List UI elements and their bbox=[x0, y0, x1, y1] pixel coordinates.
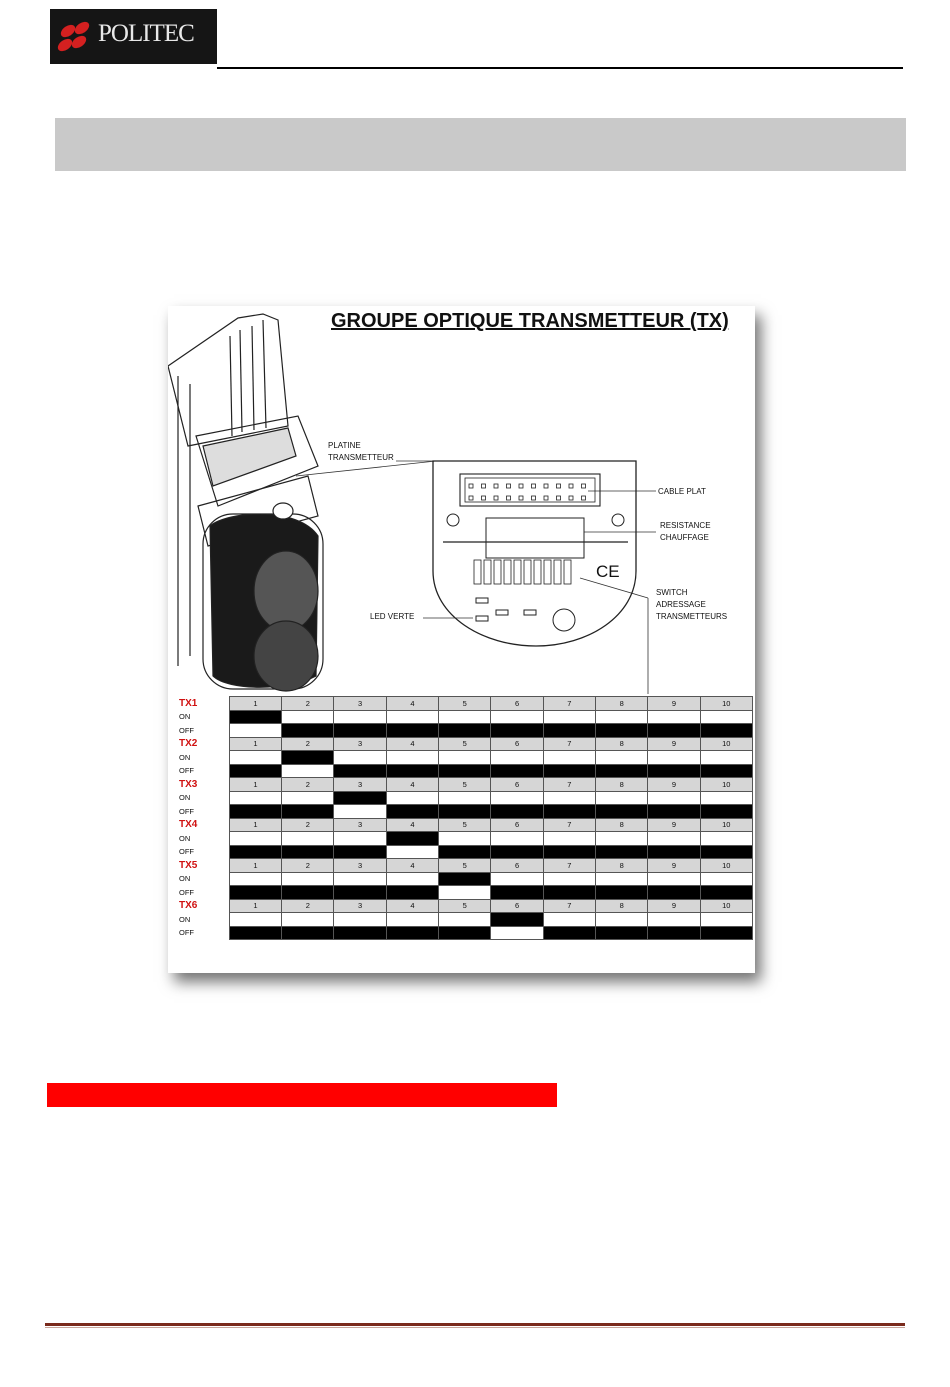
switch-state-cell bbox=[229, 791, 281, 805]
switch-state-cell bbox=[439, 805, 491, 819]
switch-state-cell bbox=[648, 724, 700, 738]
switch-state-cell bbox=[596, 845, 648, 859]
tx-label: TX5 bbox=[179, 859, 198, 871]
connector-pin bbox=[557, 484, 561, 488]
switch-state-cell bbox=[700, 832, 752, 846]
switch-number: 8 bbox=[596, 778, 648, 792]
switch-state-cell bbox=[439, 832, 491, 846]
switch-number: 6 bbox=[491, 859, 543, 873]
switch-state-cell bbox=[596, 886, 648, 900]
switch-number: 9 bbox=[648, 899, 700, 913]
connector-pin bbox=[544, 484, 548, 488]
on-label: ON bbox=[179, 752, 191, 762]
connector-pin bbox=[469, 496, 473, 500]
tx-off-row bbox=[177, 805, 753, 819]
switch-state-cell bbox=[439, 764, 491, 778]
off-label: OFF bbox=[179, 887, 194, 897]
connector-pin bbox=[582, 496, 586, 500]
switch-number: 7 bbox=[543, 899, 595, 913]
connector-pin bbox=[469, 484, 473, 488]
switch-number: 5 bbox=[439, 818, 491, 832]
switch-number: 2 bbox=[282, 778, 334, 792]
switch-number: 6 bbox=[491, 778, 543, 792]
switch-state-cell bbox=[282, 832, 334, 846]
tx-header-row bbox=[177, 737, 753, 751]
switch-number: 8 bbox=[596, 859, 648, 873]
switch-state-cell bbox=[596, 872, 648, 886]
connector-pin bbox=[557, 496, 561, 500]
logo-mark-icon bbox=[50, 9, 98, 64]
switch-number: 1 bbox=[229, 737, 281, 751]
switch-state-cell bbox=[386, 791, 438, 805]
switch-state-cell bbox=[543, 791, 595, 805]
off-label: OFF bbox=[179, 725, 194, 735]
switch-number: 9 bbox=[648, 778, 700, 792]
switch-state-cell bbox=[543, 751, 595, 765]
switch-number: 2 bbox=[282, 737, 334, 751]
switch-number: 7 bbox=[543, 697, 595, 711]
footer-rule-thin bbox=[45, 1327, 905, 1328]
switch-number: 5 bbox=[439, 859, 491, 873]
switch-state-cell bbox=[648, 710, 700, 724]
switch-state-cell bbox=[229, 805, 281, 819]
switch-number: 10 bbox=[700, 697, 752, 711]
switch-state-cell bbox=[648, 751, 700, 765]
header-rule bbox=[217, 67, 903, 69]
tx-on-row bbox=[177, 791, 753, 805]
connector-pin bbox=[582, 484, 586, 488]
switch-number: 10 bbox=[700, 818, 752, 832]
tx-header-row bbox=[177, 778, 753, 792]
switch-state-cell bbox=[386, 764, 438, 778]
switch-state-cell bbox=[334, 791, 386, 805]
switch-state-cell bbox=[334, 926, 386, 940]
dip-switch bbox=[474, 560, 481, 584]
switch-state-cell bbox=[439, 886, 491, 900]
switch-state-cell bbox=[700, 845, 752, 859]
switch-state-cell bbox=[386, 805, 438, 819]
tx-on-row bbox=[177, 913, 753, 927]
politec-logo bbox=[50, 9, 217, 64]
switch-state-cell bbox=[229, 913, 281, 927]
switch-state-cell bbox=[334, 710, 386, 724]
switch-state-cell bbox=[282, 926, 334, 940]
switch-state-cell bbox=[700, 710, 752, 724]
switch-state-cell bbox=[386, 872, 438, 886]
switch-state-cell bbox=[648, 845, 700, 859]
connector-pin bbox=[519, 496, 523, 500]
on-label: ON bbox=[179, 712, 191, 722]
switch-state-cell bbox=[439, 913, 491, 927]
switch-state-cell bbox=[491, 926, 543, 940]
connector-pin bbox=[482, 496, 486, 500]
callout-led-verte: LED VERTE bbox=[370, 612, 415, 621]
switch-state-cell bbox=[700, 805, 752, 819]
dip-switch bbox=[484, 560, 491, 584]
switch-state-cell bbox=[439, 751, 491, 765]
figure-title: GROUPE OPTIQUE TRANSMETTEUR (TX) bbox=[331, 310, 729, 332]
switch-state-cell bbox=[648, 791, 700, 805]
switch-state-cell bbox=[282, 791, 334, 805]
switch-state-cell bbox=[543, 805, 595, 819]
switch-number: 9 bbox=[648, 737, 700, 751]
connector-pin bbox=[569, 496, 573, 500]
connector-pin bbox=[482, 484, 486, 488]
switch-state-cell bbox=[543, 845, 595, 859]
switch-state-cell bbox=[386, 832, 438, 846]
switch-number: 4 bbox=[386, 737, 438, 751]
switch-state-cell bbox=[334, 764, 386, 778]
switch-number: 1 bbox=[229, 859, 281, 873]
switch-state-cell bbox=[596, 764, 648, 778]
connector-pin bbox=[494, 484, 498, 488]
tx-label: TX3 bbox=[179, 778, 198, 790]
switch-state-cell bbox=[229, 886, 281, 900]
switch-address-table bbox=[177, 696, 753, 940]
switch-state-cell bbox=[229, 926, 281, 940]
dip-switch bbox=[554, 560, 561, 584]
switch-state-cell bbox=[282, 872, 334, 886]
switch-state-cell bbox=[334, 845, 386, 859]
switch-number: 7 bbox=[543, 778, 595, 792]
tx-header-row bbox=[177, 899, 753, 913]
off-label: OFF bbox=[179, 928, 194, 938]
connector-pin bbox=[544, 496, 548, 500]
switch-state-cell bbox=[700, 724, 752, 738]
logo-text: POLITEC bbox=[98, 20, 194, 47]
dip-switch bbox=[494, 560, 501, 584]
switch-state-cell bbox=[491, 751, 543, 765]
tx-header-row bbox=[177, 697, 753, 711]
switch-state-cell bbox=[229, 724, 281, 738]
tx-on-row bbox=[177, 872, 753, 886]
switch-number: 2 bbox=[282, 899, 334, 913]
callout-switch: SWITCH ADRESSAGE TRANSMETTEURS bbox=[656, 588, 728, 621]
switch-state-cell bbox=[439, 926, 491, 940]
connector-pin bbox=[519, 484, 523, 488]
switch-state-cell bbox=[334, 872, 386, 886]
tx-label: TX2 bbox=[179, 738, 198, 750]
switch-state-cell bbox=[491, 710, 543, 724]
switch-number: 3 bbox=[334, 697, 386, 711]
connector-pin bbox=[507, 496, 511, 500]
dip-switch bbox=[564, 560, 571, 584]
switch-number: 1 bbox=[229, 899, 281, 913]
switch-state-cell bbox=[491, 872, 543, 886]
switch-state-cell bbox=[334, 724, 386, 738]
switch-state-cell bbox=[543, 832, 595, 846]
switch-number: 4 bbox=[386, 818, 438, 832]
switch-state-cell bbox=[596, 710, 648, 724]
switch-state-cell bbox=[229, 832, 281, 846]
switch-state-cell bbox=[282, 764, 334, 778]
switch-state-cell bbox=[700, 764, 752, 778]
switch-state-cell bbox=[439, 710, 491, 724]
tx-off-row bbox=[177, 724, 753, 738]
switch-number: 7 bbox=[543, 737, 595, 751]
switch-number: 4 bbox=[386, 899, 438, 913]
switch-number: 1 bbox=[229, 697, 281, 711]
switch-state-cell bbox=[282, 724, 334, 738]
switch-state-cell bbox=[596, 751, 648, 765]
switch-number: 3 bbox=[334, 899, 386, 913]
switch-number: 4 bbox=[386, 697, 438, 711]
switch-state-cell bbox=[282, 805, 334, 819]
switch-state-cell bbox=[491, 724, 543, 738]
switch-state-cell bbox=[439, 724, 491, 738]
switch-number: 7 bbox=[543, 818, 595, 832]
footer-rule bbox=[45, 1323, 905, 1326]
switch-number: 3 bbox=[334, 778, 386, 792]
switch-number: 1 bbox=[229, 778, 281, 792]
switch-state-cell bbox=[491, 832, 543, 846]
switch-number: 10 bbox=[700, 737, 752, 751]
switch-state-cell bbox=[648, 926, 700, 940]
switch-state-cell bbox=[386, 710, 438, 724]
switch-number: 2 bbox=[282, 818, 334, 832]
switch-state-cell bbox=[648, 886, 700, 900]
tx-off-row bbox=[177, 926, 753, 940]
switch-state-cell bbox=[229, 764, 281, 778]
switch-state-cell bbox=[439, 845, 491, 859]
tx-off-row bbox=[177, 886, 753, 900]
switch-number: 5 bbox=[439, 778, 491, 792]
switch-number: 10 bbox=[700, 859, 752, 873]
switch-number: 7 bbox=[543, 859, 595, 873]
switch-state-cell bbox=[439, 872, 491, 886]
dip-switch bbox=[534, 560, 541, 584]
switch-state-cell bbox=[596, 791, 648, 805]
switch-state-cell bbox=[700, 926, 752, 940]
switch-state-cell bbox=[491, 886, 543, 900]
switch-number: 6 bbox=[491, 899, 543, 913]
switch-state-cell bbox=[700, 872, 752, 886]
section-banner bbox=[55, 118, 906, 171]
switch-state-cell bbox=[282, 913, 334, 927]
dip-switch bbox=[524, 560, 531, 584]
switch-state-cell bbox=[648, 872, 700, 886]
off-label: OFF bbox=[179, 847, 194, 857]
on-label: ON bbox=[179, 914, 191, 924]
switch-state-cell bbox=[386, 845, 438, 859]
switch-state-cell bbox=[229, 845, 281, 859]
off-label: OFF bbox=[179, 766, 194, 776]
on-label: ON bbox=[179, 833, 191, 843]
switch-number: 3 bbox=[334, 859, 386, 873]
switch-state-cell bbox=[596, 926, 648, 940]
switch-state-cell bbox=[596, 724, 648, 738]
tx-off-row bbox=[177, 845, 753, 859]
section-heading-bar bbox=[47, 1083, 557, 1107]
tx-header-row bbox=[177, 818, 753, 832]
switch-number: 8 bbox=[596, 697, 648, 711]
switch-state-cell bbox=[648, 913, 700, 927]
switch-number: 10 bbox=[700, 899, 752, 913]
switch-number: 8 bbox=[596, 899, 648, 913]
switch-number: 3 bbox=[334, 737, 386, 751]
switch-state-cell bbox=[491, 913, 543, 927]
switch-state-cell bbox=[386, 913, 438, 927]
switch-number: 5 bbox=[439, 899, 491, 913]
transmitter-figure bbox=[168, 306, 755, 973]
on-label: ON bbox=[179, 793, 191, 803]
switch-number: 3 bbox=[334, 818, 386, 832]
switch-state-cell bbox=[543, 872, 595, 886]
switch-state-cell bbox=[700, 751, 752, 765]
switch-number: 9 bbox=[648, 697, 700, 711]
switch-state-cell bbox=[334, 886, 386, 900]
switch-state-cell bbox=[386, 751, 438, 765]
switch-state-cell bbox=[648, 832, 700, 846]
switch-state-cell bbox=[596, 913, 648, 927]
connector-pin bbox=[569, 484, 573, 488]
switch-state-cell bbox=[334, 913, 386, 927]
switch-state-cell bbox=[491, 791, 543, 805]
switch-state-cell bbox=[386, 886, 438, 900]
switch-state-cell bbox=[334, 805, 386, 819]
switch-state-cell bbox=[648, 805, 700, 819]
switch-state-cell bbox=[229, 751, 281, 765]
switch-number: 2 bbox=[282, 697, 334, 711]
callout-platine: PLATINE TRANSMETTEUR bbox=[328, 441, 394, 462]
switch-state-cell bbox=[439, 791, 491, 805]
switch-state-cell bbox=[282, 845, 334, 859]
switch-state-cell bbox=[700, 791, 752, 805]
switch-number: 2 bbox=[282, 859, 334, 873]
switch-state-cell bbox=[334, 832, 386, 846]
tx-off-row bbox=[177, 764, 753, 778]
switch-number: 1 bbox=[229, 818, 281, 832]
switch-state-cell bbox=[700, 913, 752, 927]
on-label: ON bbox=[179, 874, 191, 884]
switch-state-cell bbox=[334, 751, 386, 765]
switch-state-cell bbox=[543, 764, 595, 778]
switch-state-cell bbox=[596, 805, 648, 819]
connector-pin bbox=[507, 484, 511, 488]
switch-number: 9 bbox=[648, 818, 700, 832]
switch-state-cell bbox=[491, 805, 543, 819]
switch-state-cell bbox=[700, 886, 752, 900]
connector-pin bbox=[532, 496, 536, 500]
tx-on-row bbox=[177, 751, 753, 765]
switch-number: 9 bbox=[648, 859, 700, 873]
switch-number: 6 bbox=[491, 818, 543, 832]
connector-pin bbox=[532, 484, 536, 488]
dip-switch bbox=[544, 560, 551, 584]
switch-state-cell bbox=[282, 751, 334, 765]
switch-number: 6 bbox=[491, 697, 543, 711]
switch-number: 6 bbox=[491, 737, 543, 751]
tx-on-row bbox=[177, 832, 753, 846]
tx-label: TX4 bbox=[179, 819, 198, 831]
callout-cable-plat: CABLE PLAT bbox=[658, 487, 706, 496]
tx-on-row bbox=[177, 710, 753, 724]
switch-state-cell bbox=[229, 872, 281, 886]
transmitter-illustration bbox=[168, 306, 755, 696]
switch-number: 5 bbox=[439, 737, 491, 751]
switch-number: 5 bbox=[439, 697, 491, 711]
tx-label: TX6 bbox=[179, 900, 198, 912]
switch-number: 8 bbox=[596, 818, 648, 832]
off-label: OFF bbox=[179, 806, 194, 816]
switch-state-cell bbox=[386, 724, 438, 738]
switch-state-cell bbox=[491, 845, 543, 859]
switch-number: 10 bbox=[700, 778, 752, 792]
switch-state-cell bbox=[543, 913, 595, 927]
switch-state-cell bbox=[386, 926, 438, 940]
switch-state-cell bbox=[543, 710, 595, 724]
dip-switch bbox=[504, 560, 511, 584]
connector-pin bbox=[494, 496, 498, 500]
switch-state-cell bbox=[543, 886, 595, 900]
switch-state-cell bbox=[282, 710, 334, 724]
switch-state-cell bbox=[543, 926, 595, 940]
switch-state-cell bbox=[229, 710, 281, 724]
tx-label: TX1 bbox=[179, 697, 198, 709]
ce-mark: CE bbox=[596, 562, 620, 581]
switch-state-cell bbox=[543, 724, 595, 738]
switch-state-cell bbox=[596, 832, 648, 846]
switch-state-cell bbox=[491, 764, 543, 778]
switch-state-cell bbox=[282, 886, 334, 900]
switch-number: 8 bbox=[596, 737, 648, 751]
switch-number: 4 bbox=[386, 778, 438, 792]
switch-state-cell bbox=[648, 764, 700, 778]
callout-resistance: RESISTANCE CHAUFFAGE bbox=[660, 521, 711, 542]
dip-switch bbox=[514, 560, 521, 584]
tx-header-row bbox=[177, 859, 753, 873]
switch-number: 4 bbox=[386, 859, 438, 873]
